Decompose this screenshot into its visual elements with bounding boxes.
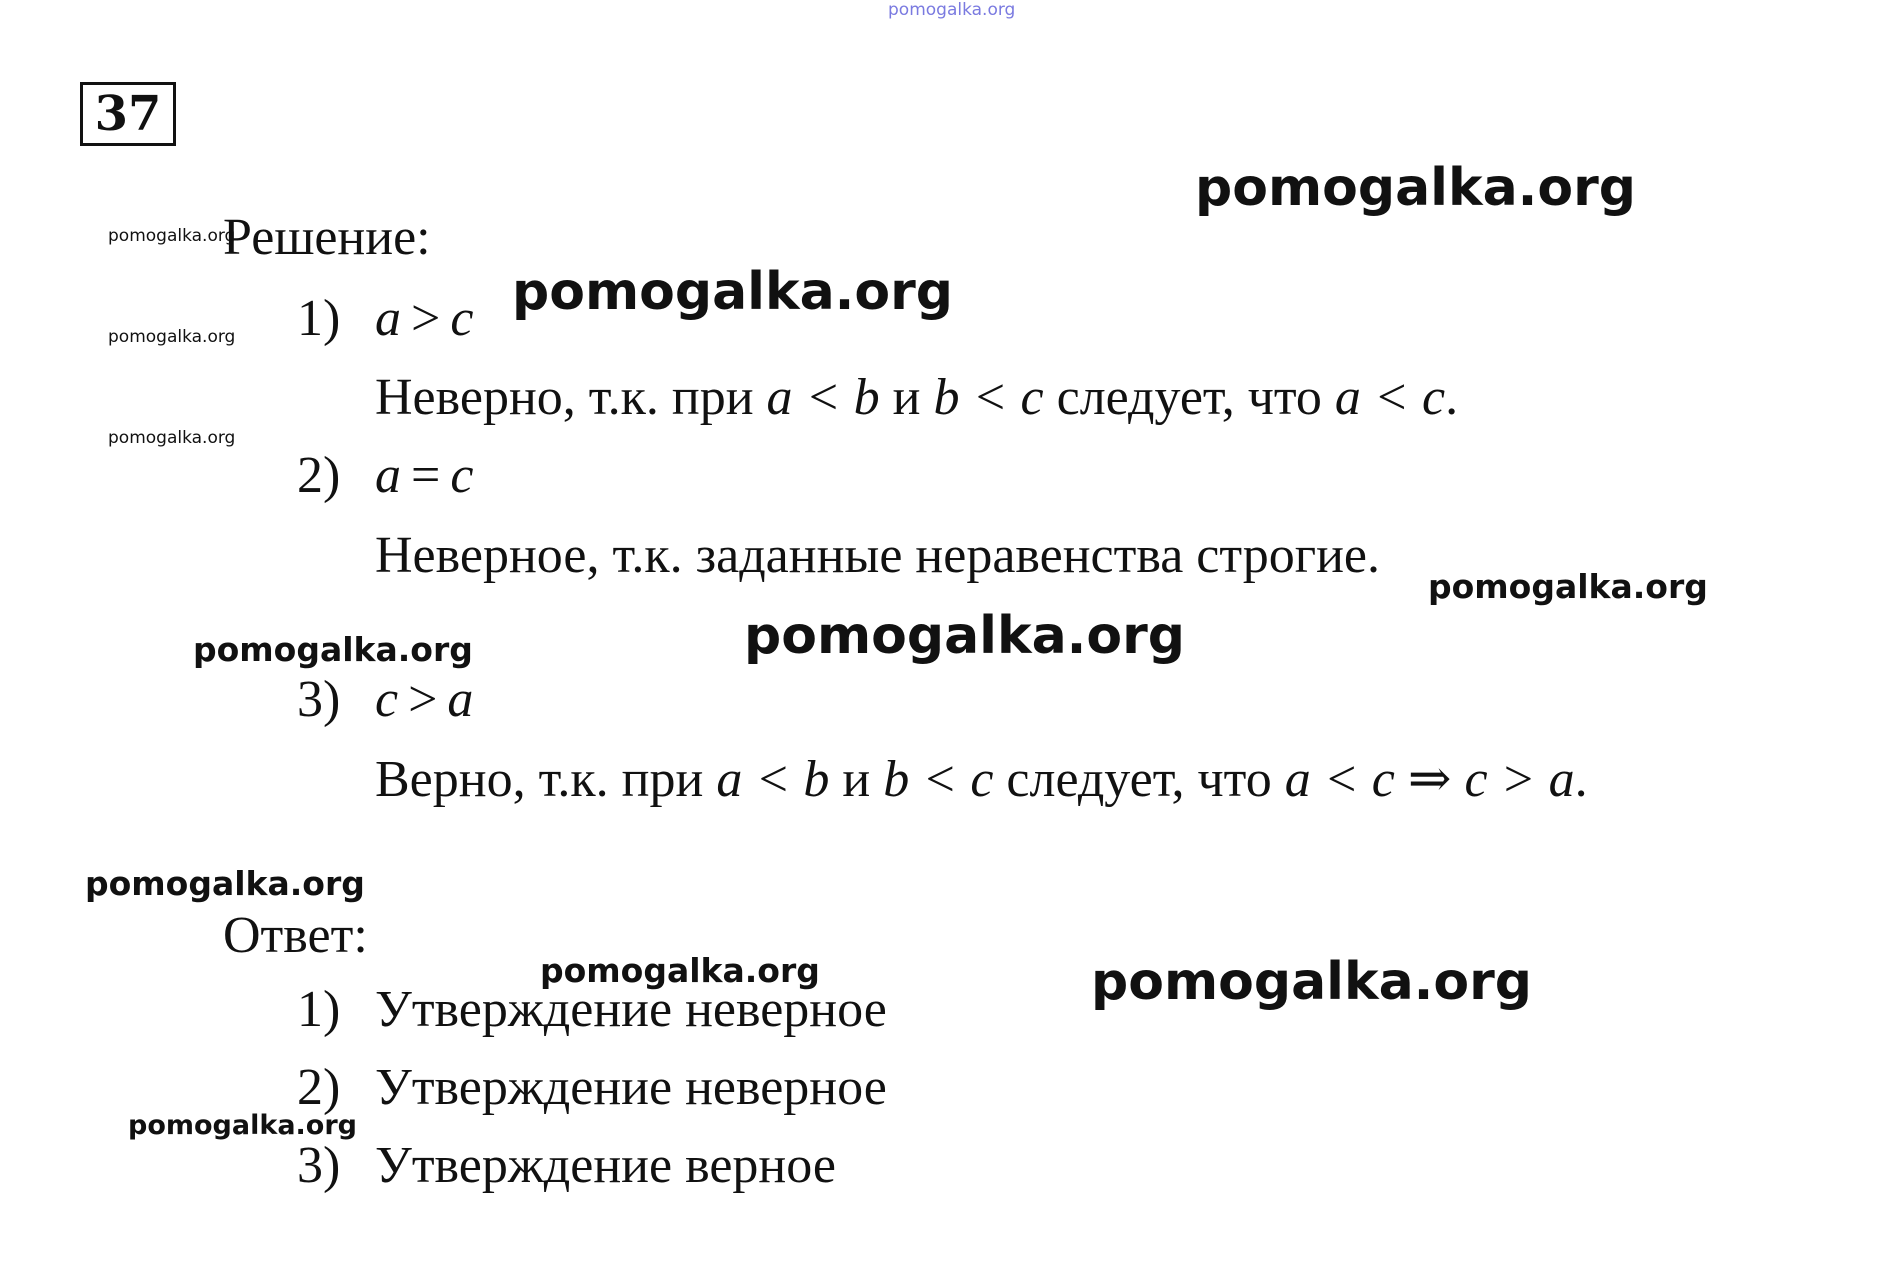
solution-heading: Решение:	[223, 209, 431, 266]
explanation-math: a < c ⇒ c > a	[1284, 751, 1575, 808]
watermark: pomogalka.org	[1195, 158, 1637, 218]
solution-item-2-index: 2)	[297, 447, 341, 504]
explanation-math: a < b	[766, 369, 880, 426]
statement-var: a	[375, 290, 401, 347]
statement-operator: >	[411, 290, 441, 347]
solution-item-1-statement	[375, 289, 473, 349]
answer-item-3-text: Утверждение верное	[375, 1137, 836, 1194]
explanation-math: a < c	[1334, 369, 1446, 426]
explanation-math: b < c	[883, 751, 994, 808]
watermark: pomogalka.org	[108, 428, 236, 448]
explanation-text: следует, что	[1006, 751, 1272, 808]
explanation-end: .	[1574, 751, 1588, 808]
answer-item-3-index: 3)	[297, 1137, 341, 1194]
explanation-text: Неверно, т.к. при	[375, 369, 754, 426]
solution-item-2-statement	[375, 446, 473, 506]
solution-item-1-index: 1)	[297, 290, 341, 347]
explanation-text: следует, что	[1056, 369, 1322, 426]
explanation-end: .	[1445, 369, 1459, 426]
answer-item-1-text: Утверждение неверное	[375, 981, 887, 1038]
statement-var: c	[450, 447, 474, 504]
solution-item-3-index: 3)	[297, 671, 341, 728]
statement-var: a	[375, 447, 401, 504]
statement-var: c	[450, 290, 474, 347]
statement-operator: =	[411, 447, 441, 504]
watermark: pomogalka.org	[1091, 952, 1533, 1012]
explanation-text: Верно, т.к. при	[375, 751, 704, 808]
explanation-text: и	[892, 369, 921, 426]
watermark: pomogalka.org	[108, 327, 236, 347]
answer-item-1-index: 1)	[297, 981, 341, 1038]
problem-number: 37	[80, 82, 176, 146]
answer-heading: Ответ:	[223, 907, 368, 964]
watermark: pomogalka.org	[193, 630, 473, 669]
answer-item-2-index: 2)	[297, 1059, 341, 1116]
watermark: pomogalka.org	[1428, 567, 1708, 606]
statement-var: c	[375, 671, 399, 728]
explanation-text: и	[842, 751, 871, 808]
watermark: pomogalka.org	[540, 951, 820, 990]
watermark-top: pomogalka.org	[888, 0, 1016, 20]
solution-item-2-explanation: Неверное, т.к. заданные неравенства строгие.	[375, 527, 1380, 584]
statement-var: a	[447, 671, 474, 728]
explanation-math: b < c	[933, 369, 1044, 426]
watermark: pomogalka.org	[128, 1110, 357, 1141]
solution-item-3-explanation	[375, 750, 1588, 810]
explanation-math: a < b	[716, 751, 830, 808]
watermark: pomogalka.org	[744, 606, 1186, 666]
watermark: pomogalka.org	[108, 226, 236, 246]
answer-item-2-text: Утверждение неверное	[375, 1059, 887, 1116]
solution-item-3-statement	[375, 670, 473, 730]
statement-operator: >	[408, 671, 438, 728]
watermark: pomogalka.org	[512, 262, 954, 322]
watermark: pomogalka.org	[85, 864, 365, 903]
solution-item-1-explanation	[375, 368, 1458, 428]
